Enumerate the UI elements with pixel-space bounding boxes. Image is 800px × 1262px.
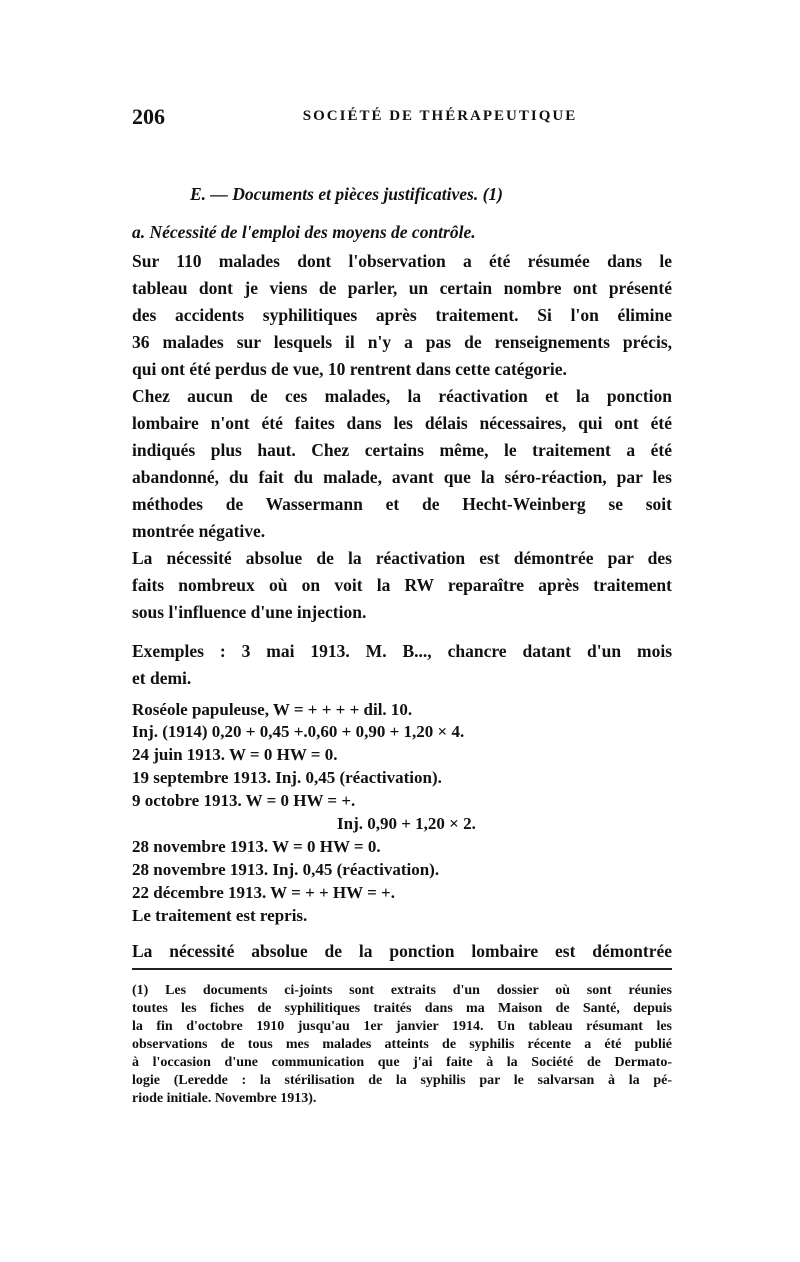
footnote-line: à l'occasion d'une communication que j'ai faite à la Société de Dermato- [132, 1055, 672, 1070]
paragraph-line: abandonné, du fait du malade, avant que la séro-réaction, par les [132, 467, 672, 487]
paragraph-line: indiqués plus haut. Chez certains même, le traitement a été [132, 440, 672, 460]
case-line: 28 novembre 1913. W = 0 HW = 0. [132, 837, 381, 856]
paragraph-line: Chez aucun de ces malades, la réactivation et la ponction [132, 386, 672, 406]
running-header [132, 104, 668, 134]
example-line: Exemples : 3 mai 1913. M. B..., chancre datant d'un mois [132, 641, 672, 661]
paragraph-line: montrée négative. [132, 521, 266, 541]
section-heading: E. — Documents et pièces justificatives. (1) [190, 184, 504, 204]
footnote-line: (1) Les documents ci-joints sont extraits d'un dossier où sont réunies [132, 983, 672, 998]
footnote-line: logie (Leredde : la stérilisation de la syphilis par le salvarsan à la pé- [132, 1073, 672, 1088]
case-line: 22 décembre 1913. W = + + HW = +. [132, 883, 395, 902]
footnote-line: riode initiale. Novembre 1913). [132, 1091, 317, 1106]
case-line: Inj. 0,90 + 1,20 × 2. [337, 814, 476, 833]
paragraph-line: des accidents syphilitiques après traitement. Si l'on élimine [132, 305, 672, 325]
paragraph-line: La nécessité absolue de la réactivation est démontrée par des [132, 548, 672, 568]
paragraph-line: méthodes de Wassermann et de Hecht-Weinberg se soit [132, 494, 672, 514]
case-line: Roséole papuleuse, W = + + + + dil. 10. [132, 700, 413, 719]
example-line: et demi. [132, 668, 192, 688]
case-line: Inj. (1914) 0,20 + 0,45 +.0,60 + 0,90 + 1,20 × 4. [132, 722, 465, 741]
paragraph-line: qui ont été perdus de vue, 10 rentrent dans cette catégorie. [132, 359, 567, 379]
footnote-line: la fin d'octobre 1910 jusqu'au 1er janvier 1914. Un tableau résumant les [132, 1019, 672, 1034]
paragraph-line: tableau dont je viens de parler, un certain nombre ont présenté [132, 278, 672, 298]
case-line: 9 octobre 1913. W = 0 HW = +. [132, 791, 356, 810]
case-line: 28 novembre 1913. Inj. 0,45 (réactivation). [132, 860, 440, 879]
case-line: 24 juin 1913. W = 0 HW = 0. [132, 745, 338, 764]
case-line: Le traitement est repris. [132, 906, 308, 925]
paragraph-line: lombaire n'ont été faites dans les délais nécessaires, qui ont été [132, 413, 672, 433]
paragraph-line: sous l'influence d'une injection. [132, 602, 367, 622]
case-line: 19 septembre 1913. Inj. 0,45 (réactivation). [132, 768, 442, 787]
paragraph-line: faits nombreux où on voit la RW reparaître après traitement [132, 575, 672, 595]
paragraph-line: 36 malades sur lesquels il n'y a pas de renseignements précis, [132, 332, 672, 352]
paragraph-line: Sur 110 malades dont l'observation a été résumée dans le [132, 251, 672, 271]
footnote-line: toutes les fiches de syphilitiques traités dans ma Maison de Santé, depuis [132, 1001, 672, 1016]
paragraph-line: La nécessité absolue de la ponction lombaire est démontrée [132, 941, 672, 961]
running-title: SOCIÉTÉ DE THÉRAPEUTIQUE [302, 108, 578, 124]
subsection-heading: a. Nécessité de l'emploi des moyens de contrôle. [132, 222, 476, 242]
footnote-line: observations de tous mes malades atteints de syphilis récente a été publié [132, 1037, 672, 1052]
page-number: 206 [132, 104, 165, 129]
footnote-rule [132, 968, 672, 970]
